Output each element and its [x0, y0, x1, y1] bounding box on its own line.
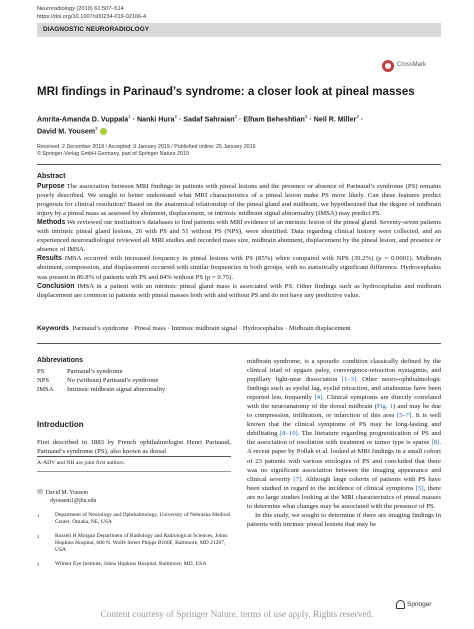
- abbrev-def: No (without) Parinaud’s syndrome: [67, 377, 159, 385]
- footnote-divider: [37, 456, 231, 457]
- corr-name: David M. Yousem: [45, 490, 88, 496]
- methods-text: We reviewed our institution’s databases to find patients with MRI evidence of an intrinsic lesion of the pineal gland. Seventy-seven patients with intrinsic pineal gland lesions, 26 with PS and 51 without PS (NPS), were identified. Data regarding clinical history were collected, and an experienced neuroradiologist reviewed all MRI studies and recorded mass size, midbrain abutment, displacement by the pineal lesion, and presence or absence of IMSA.: [37, 219, 441, 254]
- abstract: [37, 172, 441, 300]
- citation-link[interactable]: [7]: [293, 475, 302, 483]
- author-name[interactable]: Amrita-Amanda D. Vuppala: [37, 115, 129, 124]
- body-paragraph: In this study, we sought to determine if there are imaging findings in patients with intrinsic pineal lesions that may be: [247, 511, 441, 528]
- results-label: Results: [37, 255, 62, 263]
- publisher-name: Springer: [407, 601, 432, 609]
- author-name[interactable]: Elham Beheshtian: [243, 115, 305, 124]
- affil-sup: 2: [304, 114, 308, 119]
- citation-link[interactable]: [8]: [431, 439, 440, 447]
- citation-link[interactable]: [5]: [415, 484, 424, 492]
- footnote-divider: [37, 471, 231, 472]
- abbrev-term: NPS: [37, 377, 50, 385]
- body-text: . Other neuro-ophthalmologic findings such as eyelid lag, eyelid retraction, and strabismus have been reported less frequently: [247, 376, 441, 402]
- author-name[interactable]: David M. Yousem: [37, 127, 96, 136]
- abbrev-def: Parinaud’s syndrome: [67, 368, 123, 375]
- corr-email[interactable]: dyousem1@jhu.edu: [50, 498, 97, 504]
- joint-authors-note: A-ADV and NH are joint first authors.: [37, 460, 125, 466]
- author-name[interactable]: Sadaf Sahraian: [183, 115, 235, 124]
- affiliation: [37, 512, 231, 526]
- introduction-heading: Introduction: [37, 420, 84, 429]
- orcid-icon[interactable]: [100, 128, 107, 135]
- body-paragraph: [247, 357, 441, 511]
- right-column: [247, 357, 441, 529]
- author-line-1: Amrita-Amanda D. Vuppala$^1$ · Nanki Hura$^2$ · Sadaf Sahraian$^2$ · Elham Beheshtian$^2$ · Neil R. Miller$^3$ ·: [37, 114, 364, 124]
- envelope-icon: ✉: [37, 488, 43, 496]
- affiliation: [37, 561, 231, 568]
- crossmark-icon: [382, 60, 394, 72]
- conclusion-text: IMSA in a patient with an intrinsic pineal gland mass is associated with PS. Other findings such as hydrocephalus and midbrain displacement are common in patients with pineal masses both with and without PS and do not have any predictive value.: [37, 282, 441, 299]
- section-bar: [37, 23, 441, 37]
- abbrev-def: Intrinsic midbrain signal abnormality: [67, 386, 166, 394]
- keywords: [37, 325, 441, 332]
- citation-link[interactable]: [5–7]: [396, 412, 412, 420]
- author-name[interactable]: Neil R. Miller: [313, 115, 357, 124]
- body-text: . Clinical symptoms are directly correlated with the neuroanatomy of the dorsal midbrain (: [247, 394, 441, 411]
- crossmark-badge[interactable]: [382, 60, 437, 74]
- abbrev-row: [37, 385, 165, 394]
- crossmark-label: CrossMark: [397, 62, 427, 68]
- courtesy-notice: Content courtesy of Springer Nature, terms of use apply. Rights reserved.: [100, 610, 374, 620]
- citation-link[interactable]: [4]: [314, 394, 323, 402]
- divider: [37, 343, 441, 344]
- publication-dates: [37, 144, 256, 158]
- abbreviations-table: [37, 367, 165, 394]
- purpose-text: The association between MRI findings in patients with pineal lesions and the presence or absence of Parinaud’s syndrome (PS) remains poorly described. We sought to better understand what MRI characteristics of a pineal lesion make PS more likely. Can these features predict prognosis for clinical resolution? Based on the anatomical relationship of the pineal gland and midbrain, we hypothesized that the degree of midbrain injury by a pineal mass as assessed by abutment, displacement, or intrinsic midbrain signal abnormality (IMSA) may predict PS.: [37, 183, 441, 218]
- affiliation: [37, 533, 231, 555]
- abbrev-row: [37, 367, 165, 376]
- conclusion-label: Conclusion: [37, 282, 75, 290]
- section-label: DIAGNOSTIC NEURORADIOLOGY: [43, 26, 150, 33]
- affil-sup: 2: [95, 126, 98, 132]
- keywords-text: Parinaud’s syndrome · Pineal mass · Intrinsic midbrain signal · Hydrocephalus · Midbrain displacement: [72, 325, 351, 332]
- citation-link[interactable]: [8–10]: [279, 430, 298, 438]
- article-title: MRI findings in Parinaud’s syndrome: a closer look at pineal masses: [37, 85, 415, 98]
- publisher-logo: [396, 600, 432, 609]
- abbreviations-heading: Abbreviations: [37, 357, 83, 364]
- affil-sup: 2: [234, 114, 238, 119]
- citation-link[interactable]: Fig. 1: [376, 403, 393, 411]
- body-text: . A recent paper by Pollak et al. looked at MRI findings in a small cohort of 23 patients with various etiologies of PS and concluded that there was no significant association between the imaging appearance and clinical severity: [247, 439, 441, 483]
- abbrev-term: IMSA: [37, 386, 54, 394]
- affil-text: Wilmer Eye Institute, Johns Hopkins Hospital, Baltimore, MD, USA: [55, 561, 207, 567]
- body-text: ) and may be due to compression, infiltration, or infarction of this area: [247, 403, 441, 420]
- abstract-heading: Abstract: [37, 173, 66, 180]
- author-name[interactable]: Nanki Hura: [137, 115, 175, 124]
- abstract-results: [37, 254, 441, 281]
- affil-sup: 1: [128, 114, 131, 119]
- affil-num: 1: [37, 513, 40, 518]
- affil-text: Department of Neurology and Ophthalmology, University of Nebraska Medical Center, Omaha, NE, USA: [55, 512, 231, 526]
- correspondence: [37, 488, 96, 505]
- springer-horse-icon: [396, 600, 405, 609]
- doi-link[interactable]: https://doi.org/10.1007/s00234-019-02166-4: [37, 13, 147, 20]
- body-text: midbrain syndrome, is a sporadic condition classically defined by the clinical triad of upgaze palsy, convergence-retraction nystagmus, and pupillary light-near dissociation: [247, 358, 441, 384]
- purpose-label: Purpose: [37, 183, 65, 191]
- abbrev-term: PS: [37, 368, 45, 375]
- body-text: , there are no large studies looking at the MRI characteristics of pineal masses to determine what changes may be associated with the presence of PS.: [247, 484, 441, 510]
- introduction-text: First described in 1883 by French ophthalmologist Henri Parinaud, Parinaud’s syndrome (PS), also known as dorsal: [37, 439, 231, 456]
- keywords-label: Keywords: [37, 325, 69, 332]
- abstract-purpose: [37, 182, 441, 218]
- body-text: . Although large cohorts of patients with PS have been studied in regard to the incidence of clinical symptoms: [247, 475, 441, 492]
- divider: [37, 164, 441, 165]
- abstract-methods: [37, 218, 441, 254]
- affil-num: 3: [37, 562, 40, 567]
- dates-line: Received: 2 December 2018 / Accepted: 9 January 2019 / Published online: 25 January 2019: [37, 144, 256, 150]
- affil-sup: 3: [356, 114, 359, 119]
- methods-label: Methods: [37, 219, 66, 227]
- copyright-line: © Springer-Verlag GmbH Germany, part of Springer Nature 2019: [37, 151, 189, 158]
- author-line-2: [37, 124, 441, 136]
- affil-sup: 2: [174, 114, 177, 119]
- affil-text: Russell H Morgan Department of Radiology and Radiological Sciences, Johns Hopkins Hospital, 600 N. Wolfe Street Phipps B100F, Baltimore, MD 21287, USA: [55, 533, 228, 554]
- citation-link[interactable]: [1–3]: [341, 376, 357, 384]
- affil-num: 2: [37, 534, 40, 539]
- abstract-conclusion: [37, 282, 441, 300]
- journal-citation: Neuroradiology (2019) 61:507–514: [37, 6, 124, 12]
- journal-info: [37, 6, 146, 21]
- author-list: [37, 112, 441, 137]
- abbrev-row: [37, 376, 165, 385]
- body-text: . The literature regarding prognostication of PS and the association of resolution with treatment or tumor type is sparse: [247, 430, 441, 447]
- results-text: IMSA occurred with increased frequency in pineal lesions with PS (85%) when compared with NPS (39.2%) (p = 0.0001). Midbrain abutment, compression, and displacement occurred with similar frequencies in both groups, with no statistically significant difference. Hydrocephalus was present in 80.8% of patients with PS and 84% without PS (p = 0.75).: [37, 255, 442, 281]
- body-text: . It is well known that the clinical symptoms of PS may be long-lasting and debilitating: [247, 412, 441, 438]
